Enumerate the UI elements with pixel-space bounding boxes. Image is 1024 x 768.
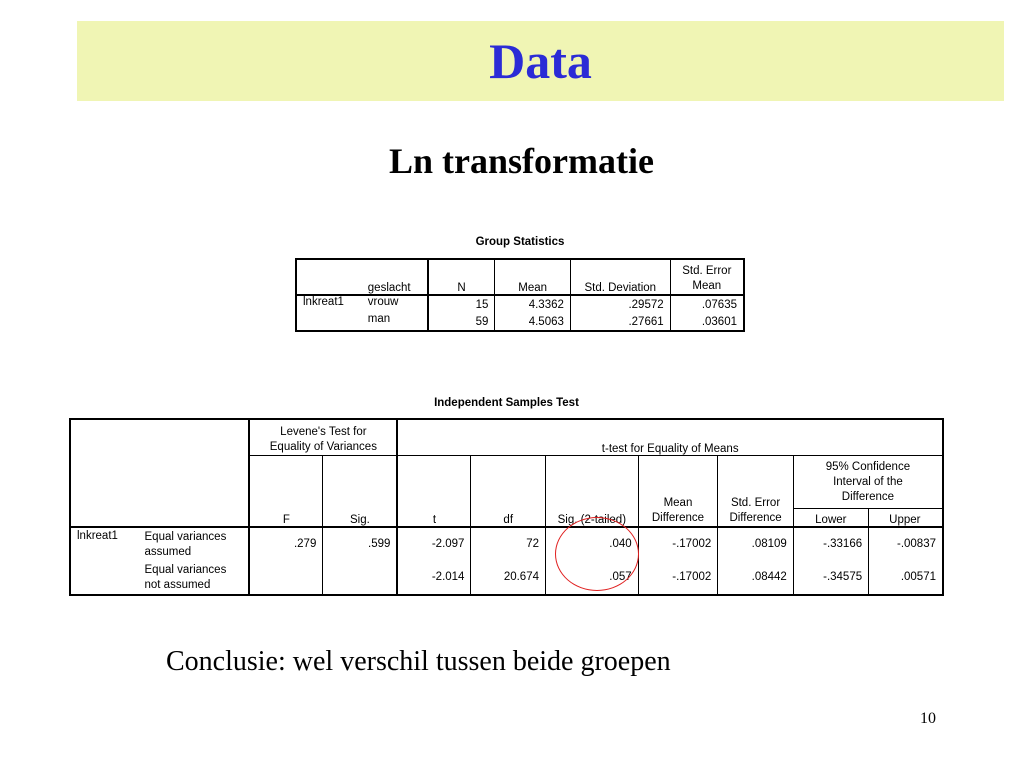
sd-value: .27661	[570, 313, 670, 331]
df-value: 20.674	[471, 561, 546, 595]
header-mean: Mean	[495, 259, 571, 295]
independent-samples-table	[69, 418, 944, 596]
group-label: man	[367, 313, 391, 325]
header-std-deviation: Std. Deviation	[570, 259, 670, 295]
header-levene-line2: Equality of Variances	[269, 440, 377, 453]
variable-label: lnkreat1	[70, 527, 139, 561]
header-ci-line1: 95% Confidence	[825, 460, 911, 473]
t-value: -2.014	[397, 561, 471, 595]
table-row	[70, 561, 943, 595]
header-levene	[249, 419, 397, 455]
row-label	[139, 561, 250, 595]
df-value: 72	[471, 527, 546, 561]
n-value: 59	[428, 313, 495, 331]
header-geslacht: geslacht	[367, 282, 411, 294]
table-row	[296, 313, 744, 331]
table-row	[296, 295, 744, 313]
slide-subtitle: Ln transformatie	[389, 141, 654, 181]
header-ci-line3: Difference	[841, 490, 895, 503]
header-se-line1: Std. Error	[730, 496, 781, 509]
header-se-line1: Std. Error	[682, 265, 732, 277]
header-se-line2: Difference	[729, 511, 782, 524]
header-levene-line1: Levene's Test for	[280, 425, 367, 438]
header-df: df	[471, 455, 546, 527]
header-lower: Lower	[815, 513, 847, 526]
sig-value: .599	[323, 527, 398, 561]
table-row	[70, 527, 943, 561]
f-value	[249, 561, 323, 595]
header-corner	[296, 259, 362, 295]
variable-label-empty	[296, 313, 362, 331]
sig-2-tailed-value: .057	[546, 561, 639, 595]
row-label-line1: Equal variances	[144, 563, 227, 576]
header-std-error-mean	[670, 259, 744, 295]
se-value: .03601	[670, 313, 744, 331]
mean-difference-value: -.17002	[638, 561, 718, 595]
header-f: F	[249, 455, 323, 527]
header-corner	[70, 419, 249, 527]
header-std-error-difference	[718, 455, 794, 527]
header-sig: Sig.	[323, 455, 398, 527]
f-value: .279	[249, 527, 323, 561]
variable-label: lnkreat1	[296, 295, 362, 313]
independent-test-caption: Independent Samples Test	[434, 397, 579, 409]
group-header-row	[296, 259, 744, 295]
group-label: vrouw	[362, 295, 428, 313]
header-se-line2: Mean	[692, 280, 722, 292]
header-mean-difference	[638, 455, 718, 527]
header-md-line2: Difference	[651, 511, 705, 524]
slide-title: Data	[489, 33, 592, 89]
header-confidence-interval	[793, 455, 943, 527]
header-row-1	[70, 419, 943, 455]
sd-value: .29572	[570, 295, 670, 313]
slide-number: 10	[920, 710, 936, 727]
lower-value: -.33166	[793, 527, 868, 561]
std-error-difference-value: .08442	[718, 561, 794, 595]
se-value: .07635	[670, 295, 744, 313]
significance-highlight-circle	[555, 517, 639, 591]
row-label-line2: assumed	[144, 545, 192, 558]
variable-label-empty	[70, 561, 139, 595]
mean-value: 4.5063	[495, 313, 571, 331]
t-value: -2.097	[397, 527, 471, 561]
header-n: N	[428, 259, 495, 295]
n-value: 15	[428, 295, 495, 313]
header-ttest: t-test for Equality of Means	[397, 419, 943, 455]
title-band	[77, 21, 1004, 101]
header-ci-bounds	[794, 509, 942, 526]
mean-value: 4.3362	[495, 295, 571, 313]
header-ci-line2: Interval of the	[833, 475, 903, 488]
row-label-line2: not assumed	[144, 578, 211, 591]
header-t: t	[397, 455, 471, 527]
mean-difference-value: -.17002	[638, 527, 718, 561]
lower-value: -.34575	[793, 561, 868, 595]
header-upper: Upper	[868, 509, 941, 526]
header-md-line1: Mean	[663, 496, 693, 509]
group-statistics-table	[295, 258, 745, 332]
upper-value: .00571	[869, 561, 943, 595]
header-ci-label	[794, 456, 942, 509]
sig-2-tailed-value: .040	[546, 527, 639, 561]
std-error-difference-value: .08109	[718, 527, 794, 561]
conclusion-text: Conclusie: wel verschil tussen beide groepen	[166, 646, 671, 677]
upper-value: -.00837	[869, 527, 943, 561]
row-label-line1: Equal variances	[144, 530, 227, 543]
header-sig-2-tailed: Sig. (2-tailed)	[546, 455, 639, 527]
sig-value	[323, 561, 398, 595]
group-statistics-caption: Group Statistics	[475, 236, 565, 248]
row-label	[139, 527, 250, 561]
